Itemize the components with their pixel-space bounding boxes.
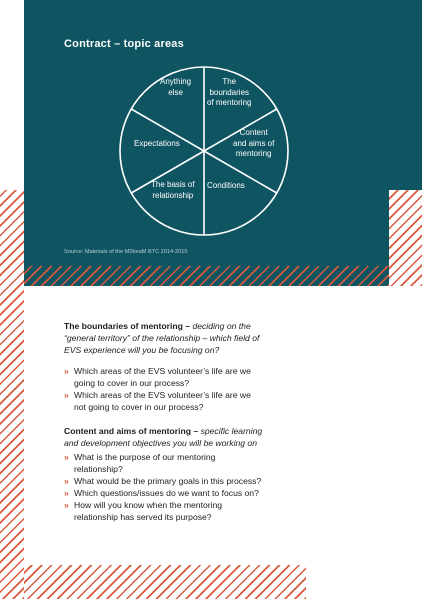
bullet-list: [64, 365, 364, 413]
bullet-arrow-icon: »: [64, 452, 69, 462]
section-intro: [64, 425, 364, 437]
section-intro-text: “general territory” of the relationship – which field of: [64, 333, 260, 343]
list-item-text: What would be the primary goals in this process?: [74, 476, 262, 486]
segment-label-anything: Anything else: [160, 77, 192, 97]
section-intro-text: deciding on the: [192, 321, 251, 331]
figure-title: Contract – topic areas: [64, 38, 184, 50]
list-item: [64, 487, 364, 499]
list-item-text: relationship has served its purpose?: [74, 512, 212, 522]
list-item-text: Which questions/issues do we want to focus on?: [74, 488, 259, 498]
segment-label-basis: The basis of relationship: [151, 180, 195, 200]
list-item: [64, 365, 364, 389]
bullet-arrow-icon: »: [64, 390, 69, 400]
list-item-text: relationship?: [74, 464, 123, 474]
bullet-arrow-icon: »: [64, 488, 69, 498]
list-item-text: What is the purpose of our mentoring: [74, 452, 216, 462]
section-content-aims: [64, 425, 364, 523]
hatch-pattern-left: [0, 190, 24, 599]
list-item: [64, 499, 364, 523]
right-teal-block: [389, 0, 422, 190]
segment-label-content: Content and aims of mentoring: [233, 128, 275, 158]
segment-label-boundaries: The boundaries of mentoring: [207, 77, 252, 107]
segment-label-expectations: Expectations: [134, 139, 180, 148]
list-item-text: Which areas of the EVS volunteer’s life are we: [74, 390, 251, 400]
figure-source: Source: Materials of the M2beaM BTC 2014-2015: [64, 249, 188, 255]
list-item-text: Which areas of the EVS volunteer’s life are we: [74, 366, 251, 376]
section-intro-text: specific learning: [200, 426, 263, 436]
hatch-pattern-footer: [24, 565, 306, 599]
list-item: [64, 389, 364, 413]
list-item-text: not going to cover in our process?: [74, 402, 204, 412]
list-item-text: going to cover in our process?: [74, 378, 190, 388]
segment-label-conditions: Conditions: [207, 181, 245, 190]
section-intro-text: and development objectives you will be working on: [64, 438, 257, 448]
section-heading: Content and aims of mentoring –: [64, 426, 199, 436]
bullet-arrow-icon: »: [64, 500, 69, 510]
list-item: [64, 451, 364, 475]
section-intro: [64, 320, 364, 332]
section-boundaries: [64, 320, 364, 413]
list-item-text: How will you know when the mentoring: [74, 500, 223, 510]
list-item: [64, 475, 364, 487]
bullet-list: [64, 451, 364, 523]
section-intro-text: EVS experience will you be focusing on?: [64, 345, 220, 355]
bullet-arrow-icon: »: [64, 366, 69, 376]
bullet-arrow-icon: »: [64, 476, 69, 486]
hatch-pattern-right: [389, 190, 422, 286]
hatch-pattern-panel-base: [24, 266, 389, 286]
section-heading: The boundaries of mentoring –: [64, 321, 191, 331]
